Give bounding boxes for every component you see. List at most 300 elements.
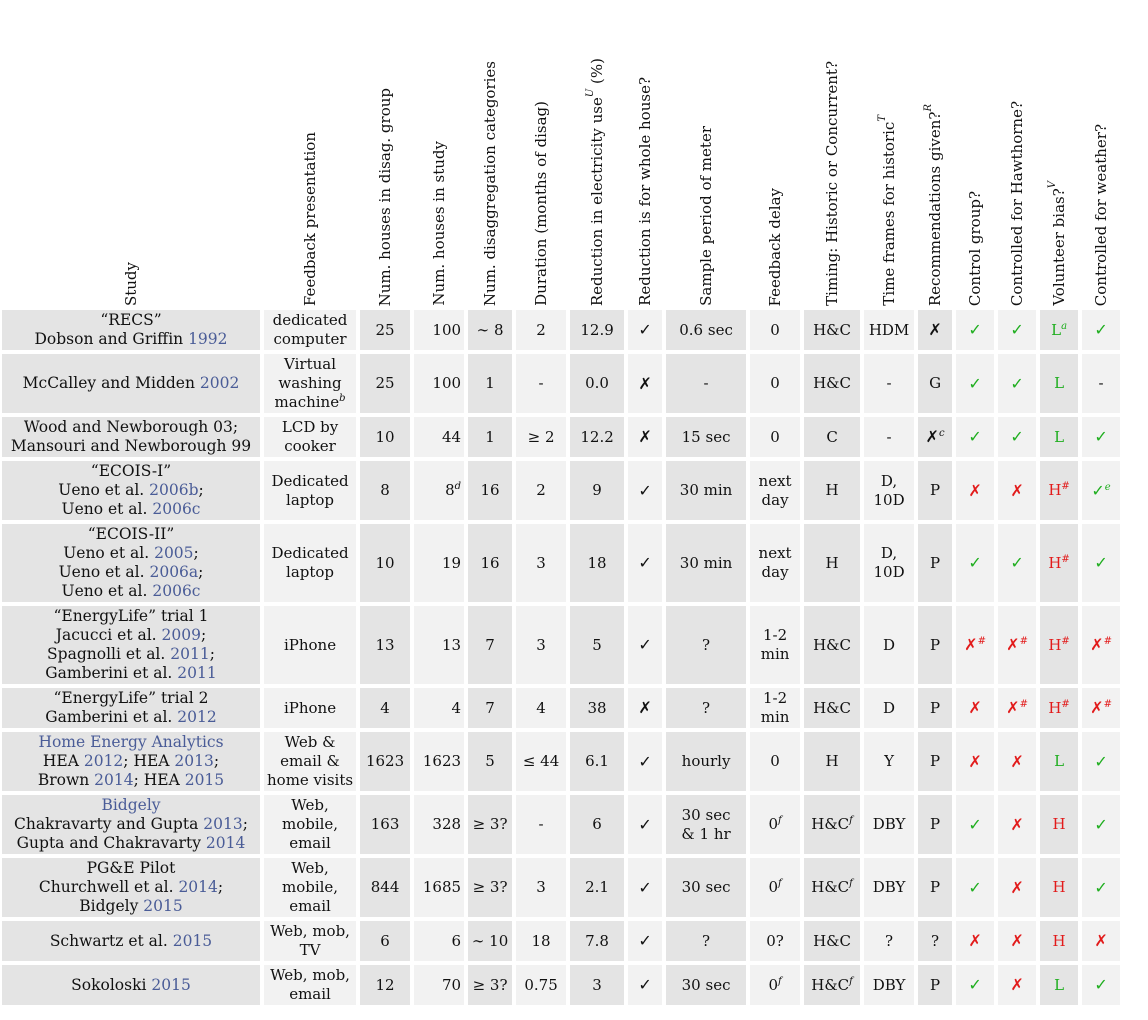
cell-feedback-delay [750,921,800,961]
study-title-link: Home Energy Analytics [38,733,224,751]
cell-reduction [570,417,624,457]
cell-reduction [570,354,624,413]
cell-feedback-delay [750,688,800,728]
reference-separator: ; [193,544,199,562]
reference-year: 2006a [149,563,199,581]
cell-whole-house [628,795,662,854]
recommendations-value: P [930,878,941,896]
feedback-line: laptop [286,490,335,509]
cell-volunteer-bias-value: H [1048,553,1062,572]
reference-author: Bidgely [79,897,144,915]
header-num-study: Num. houses in study [429,141,448,306]
cell-weather [1082,965,1120,1005]
cell-control-group [956,524,994,602]
cell-hawthorne [998,606,1036,684]
header-sample-period: Sample period of meter [696,126,715,306]
timing-value: H [825,553,839,572]
recommendations-value: P [930,975,941,994]
header-control-group: Control group? [965,190,984,306]
cell-num-cat-value: 5 [485,752,495,770]
reference-separator: ; [198,563,204,581]
reference-year: 2013 [174,752,214,770]
cell-num-study [414,354,464,413]
whole-house-mark: ✗ [638,373,652,393]
footnote-mark: c [938,428,945,439]
timing-value: C [826,427,838,446]
cell-study [2,354,260,413]
cell-feedback [264,795,356,854]
reference-author: Ueno et al. [58,563,150,581]
cell-num-study-value: 6 [451,931,462,950]
feedback-line: email [289,985,331,1003]
recommendations-value: G [929,374,942,392]
cell-timing [804,354,860,413]
table-row [2,688,1120,728]
cell-timing [804,858,860,917]
cell-num-disag [360,795,410,854]
whole-house-mark: ✓ [638,751,652,771]
reference-year: 2015 [184,771,225,789]
reference-separator: ; [213,752,220,770]
header-hawthorne: Controlled for Hawthorne? [1007,100,1026,306]
feedback-line: Virtual [284,355,337,373]
delay-line: 0? [766,931,784,950]
cell-whole-house [628,310,662,350]
cell-duration-value: 2 [536,481,546,499]
cell-study [2,965,260,1005]
cell-feedback-delay [750,606,800,684]
cell-weather [1082,688,1120,728]
cell-control-group-value: ✓ [968,877,982,897]
cell-study [2,524,260,602]
feedback-line: LCD by [281,418,339,436]
study-title-link: Bidgely [101,796,161,814]
cell-num-study [414,965,464,1005]
cell-weather-value: ✓ [1094,814,1108,834]
cell-num-study-value: 19 [441,553,462,572]
header-feedback-delay: Feedback delay [765,187,784,306]
cell-study [2,921,260,961]
cell-volunteer-bias [1040,688,1078,728]
timeframes-line: DBY [872,975,906,994]
reference-year: 1992 [188,330,228,348]
cell-hawthorne [998,965,1036,1005]
cell-whole-house [628,524,662,602]
cell-duration-value: ≤ 44 [522,752,560,770]
sample-line: 30 min [679,481,733,499]
reference-author: HEA [133,752,175,770]
cell-num-cat-value: 16 [480,481,500,499]
cell-volunteer-bias [1040,921,1078,961]
cell-reduction-value: 2.1 [585,878,609,896]
cell-num-disag [360,858,410,917]
reference-author: Churchwell et al. [38,878,179,896]
reference-author: Ueno et al. [58,481,150,499]
cell-feedback [264,310,356,350]
reference-author: McCalley and Midden [22,374,200,392]
cell-duration-value: - [538,374,544,392]
cell-num-disag [360,310,410,350]
footnote-mark: # [1061,698,1070,710]
delay-line: day [761,563,789,581]
cell-timing [804,688,860,728]
cell-volunteer-bias [1040,732,1078,791]
cell-reduction [570,606,624,684]
timeframes-line: - [886,427,892,446]
cell-study [2,732,260,791]
cell-num-study [414,732,464,791]
cell-num-study-value: 44 [441,427,462,446]
feedback-line: Web, mob, [270,966,350,984]
cell-hawthorne-value: ✗ [1010,975,1024,994]
feedback-line: Dedicated [271,544,349,562]
cell-volunteer-bias [1040,858,1078,917]
header-time-frames: Time frames for historic$^T$ [876,115,898,306]
cell-feedback-delay [750,795,800,854]
cell-num-study-value: 4 [451,698,462,717]
cell-num-study-value: 8 [445,481,455,499]
header-num-cat: Num. disaggregation categories [480,60,499,306]
delay-line: 1-2 [762,626,788,644]
cell-time-frames [864,524,914,602]
footnote-mark: # [977,636,986,647]
reference-year: 2013 [203,815,243,833]
cell-weather [1082,921,1120,961]
cell-duration-value: 3 [536,553,546,572]
timeframes-line: DBY [872,815,906,833]
cell-duration-value: ≥ 2 [527,427,555,446]
timeframes-line: DBY [872,878,906,896]
header-reduction: Reduction in electricity use$^U$ (%) [584,57,606,306]
header-volunteer-bias: Volunteer bias?$^V$ [1046,181,1068,306]
cell-duration [516,688,566,728]
cell-sample-period [666,606,746,684]
cell-weather [1082,461,1120,520]
cell-study [2,417,260,457]
cell-hawthorne [998,417,1036,457]
sample-line: 15 sec [681,427,731,446]
whole-house-mark: ✓ [638,635,652,654]
cell-weather [1082,858,1120,917]
footnote-mark: e [1104,481,1111,493]
footnote-mark: # [1019,636,1028,647]
cell-num-cat-value: ≥ 3? [472,878,508,896]
reference-author: Ueno et al. [61,500,153,518]
cell-volunteer-bias [1040,417,1078,457]
delay-line: min [760,645,790,663]
delay-line: 0 [770,427,780,446]
reference-year: 2014 [205,834,246,852]
reference-year: 2005 [154,544,194,562]
timeframes-line: HDM [868,320,910,339]
reference-year: 2014 [94,771,134,789]
cell-whole-house [628,965,662,1005]
cell-control-group [956,965,994,1005]
cell-duration-value: 4 [536,698,546,717]
cell-volunteer-bias-value: H [1052,815,1066,833]
reference-author: Gamberini et al. [45,708,178,726]
feedback-line: laptop [286,563,335,581]
reference-year: 2006b [149,481,199,499]
cell-hawthorne [998,354,1036,413]
cell-reduction-value: 3 [592,975,602,994]
delay-line: next [758,544,792,562]
reference-author: Wood and Newborough 03; [23,418,239,436]
cell-feedback [264,858,356,917]
header-feedback: Feedback presentation [300,131,319,306]
feedback-line: Web, mob, [270,922,350,940]
cell-num-study-value: 70 [441,975,462,994]
study-title: “ECOIS-I” [90,462,172,480]
reference-author: Spagnolli et al. [47,645,171,663]
cell-weather-value: ✗ [1094,931,1108,950]
cell-weather [1082,795,1120,854]
cell-volunteer-bias-value: H [1052,931,1066,950]
cell-volunteer-bias-value: L [1054,427,1065,446]
cell-feedback-delay [750,732,800,791]
recommendations-value: P [930,553,941,572]
cell-control-group-value: ✗ [968,480,982,500]
footnote-mark: # [1103,636,1112,647]
cell-num-study [414,795,464,854]
cell-weather [1082,732,1120,791]
cell-sample-period [666,965,746,1005]
cell-feedback [264,732,356,791]
cell-num-study-value: 100 [432,374,462,392]
cell-num-cat [468,354,512,413]
cell-reduction-value: 6 [592,815,602,833]
cell-num-cat [468,417,512,457]
cell-sample-period [666,461,746,520]
footnote-mark: # [1103,699,1112,710]
cell-duration [516,795,566,854]
cell-feedback-delay [750,524,800,602]
cell-volunteer-bias-value: L [1054,374,1065,392]
recommendations-value: P [930,635,941,654]
cell-feedback [264,921,356,961]
cell-control-group-value: ✗ [968,698,982,717]
cell-feedback-delay [750,461,800,520]
reference-separator: ; [217,878,224,896]
timing-value: H&C [813,931,852,950]
table-row [2,921,1120,961]
reference-author: Brown [37,771,95,789]
cell-feedback [264,606,356,684]
cell-feedback [264,461,356,520]
header-study: Study [121,261,140,306]
feedback-line: home visits [267,771,354,789]
whole-house-mark: ✓ [638,877,652,897]
footnote-mark: f [849,975,853,987]
cell-control-group-value: ✓ [968,427,982,446]
reference-year: 2011 [170,645,210,663]
cell-duration [516,524,566,602]
cell-reduction-value: 12.9 [580,320,614,339]
cell-duration-value: - [538,815,544,833]
cell-time-frames [864,965,914,1005]
cell-feedback [264,524,356,602]
footnote-mark: a [1061,320,1068,332]
cell-reduction-value: 9 [592,481,602,499]
footnote-mark: f [849,878,853,889]
cell-feedback [264,354,356,413]
footnote-mark: # [1019,699,1028,710]
cell-weather-value: ✓ [1094,877,1108,897]
footnote-mark: f [849,815,853,826]
cell-feedback [264,688,356,728]
cell-num-cat [468,858,512,917]
footnote-mark: d [454,481,462,492]
cell-study [2,310,260,350]
cell-feedback [264,965,356,1005]
cell-reduction [570,795,624,854]
cell-control-group [956,461,994,520]
reference-separator: ; [209,645,215,663]
cell-duration [516,354,566,413]
cell-hawthorne-value: ✗ [1010,751,1024,771]
cell-num-disag [360,524,410,602]
recommendations-value: ? [931,931,940,950]
cell-whole-house [628,461,662,520]
feedback-line: Dedicated [271,471,349,490]
reference-year: 2014 [178,878,218,896]
cell-timing [804,965,860,1005]
header-row [2,2,1120,306]
cell-duration-value: 2 [536,320,546,339]
cell-timing [804,461,860,520]
reference-author: Gamberini et al. [45,664,178,682]
cell-timing [804,732,860,791]
table-body [2,310,1120,1005]
reference-separator: ; [200,626,207,644]
timeframes-line: ? [885,931,894,950]
cell-num-disag [360,732,410,791]
cell-num-study [414,858,464,917]
cell-study [2,795,260,854]
cell-time-frames [864,417,914,457]
cell-num-study [414,417,464,457]
whole-house-mark: ✓ [638,480,652,500]
cell-control-group [956,354,994,413]
cell-study [2,606,260,684]
cell-volunteer-bias [1040,310,1078,350]
reference-year: 2009 [161,626,201,644]
cell-feedback-delay [750,310,800,350]
cell-duration-value: 3 [536,635,546,654]
cell-num-cat-value: ∼ 10 [471,931,509,950]
cell-weather [1082,606,1120,684]
footnote-mark: # [1061,553,1070,565]
feedback-line: Web & [284,733,336,751]
reference-year: 2015 [172,931,213,950]
feedback-line: mobile, [281,878,339,896]
whole-house-mark: ✓ [638,553,652,572]
cell-sample-period [666,732,746,791]
footnote-mark: f [777,975,782,987]
cell-volunteer-bias-value: H [1048,635,1062,654]
cell-hawthorne [998,858,1036,917]
cell-weather-value: ✗ [1090,698,1104,717]
recommendations-value: P [930,481,941,499]
cell-num-disag-value: 25 [375,374,395,392]
cell-time-frames [864,732,914,791]
cell-study [2,688,260,728]
reference-author: Jacucci et al. [55,626,162,644]
header-num-disag: Num. houses in disag. group [375,87,394,306]
cell-whole-house [628,417,662,457]
cell-feedback-delay [750,354,800,413]
timeframes-line: - [886,374,892,392]
cell-timing [804,921,860,961]
cell-feedback-delay [750,858,800,917]
cell-recommendations [918,921,952,961]
recommendations-value: P [930,752,941,770]
cell-sample-period [666,921,746,961]
cell-volunteer-bias-value: H [1048,481,1062,499]
cell-recommendations [918,461,952,520]
cell-num-study-value: 328 [432,815,462,833]
cell-num-study [414,606,464,684]
cell-num-study [414,310,464,350]
table-row [2,965,1120,1005]
reference-author: Ueno et al. [61,582,153,600]
cell-volunteer-bias-value: H [1052,878,1066,896]
reference-separator: ; [242,815,248,833]
timeframes-line: D, [880,544,898,562]
cell-num-cat [468,965,512,1005]
cell-volunteer-bias-value: H [1048,698,1062,717]
cell-hawthorne-value: ✗ [1010,814,1024,834]
cell-hawthorne [998,921,1036,961]
cell-time-frames [864,921,914,961]
cell-duration [516,417,566,457]
header-whole-house: Reduction is for whole house? [635,77,654,306]
cell-whole-house [628,354,662,413]
cell-num-disag-value: 12 [375,975,395,994]
cell-num-disag-value: 844 [370,878,400,896]
cell-control-group [956,732,994,791]
cell-time-frames [864,310,914,350]
cell-recommendations [918,606,952,684]
reference-author: Mansouri and Newborough 99 [10,437,252,455]
cell-num-disag-value: 4 [380,698,390,717]
cell-time-frames [864,354,914,413]
cell-num-cat [468,921,512,961]
delay-line: 0 [768,878,778,896]
cell-control-group [956,858,994,917]
timeframes-line: 10D [873,563,905,581]
cell-num-disag [360,417,410,457]
reference-year: 2015 [151,975,191,994]
cell-num-study [414,524,464,602]
reference-author: HEA [143,771,185,789]
cell-hawthorne [998,310,1036,350]
cell-sample-period [666,524,746,602]
feedback-line: computer [273,330,347,348]
cell-num-disag [360,606,410,684]
cell-num-cat-value: ∼ 8 [476,320,504,339]
cell-duration-value: 18 [531,931,551,950]
recommendations-value: ✗ [928,320,942,339]
cell-duration [516,965,566,1005]
cell-sample-period [666,795,746,854]
cell-time-frames [864,795,914,854]
reference-separator: ; [133,771,144,789]
timing-value: H&C [811,878,850,896]
timing-value: H&C [813,635,852,654]
cell-duration-value: 3 [536,878,546,896]
feedback-line: Web, [291,796,329,814]
